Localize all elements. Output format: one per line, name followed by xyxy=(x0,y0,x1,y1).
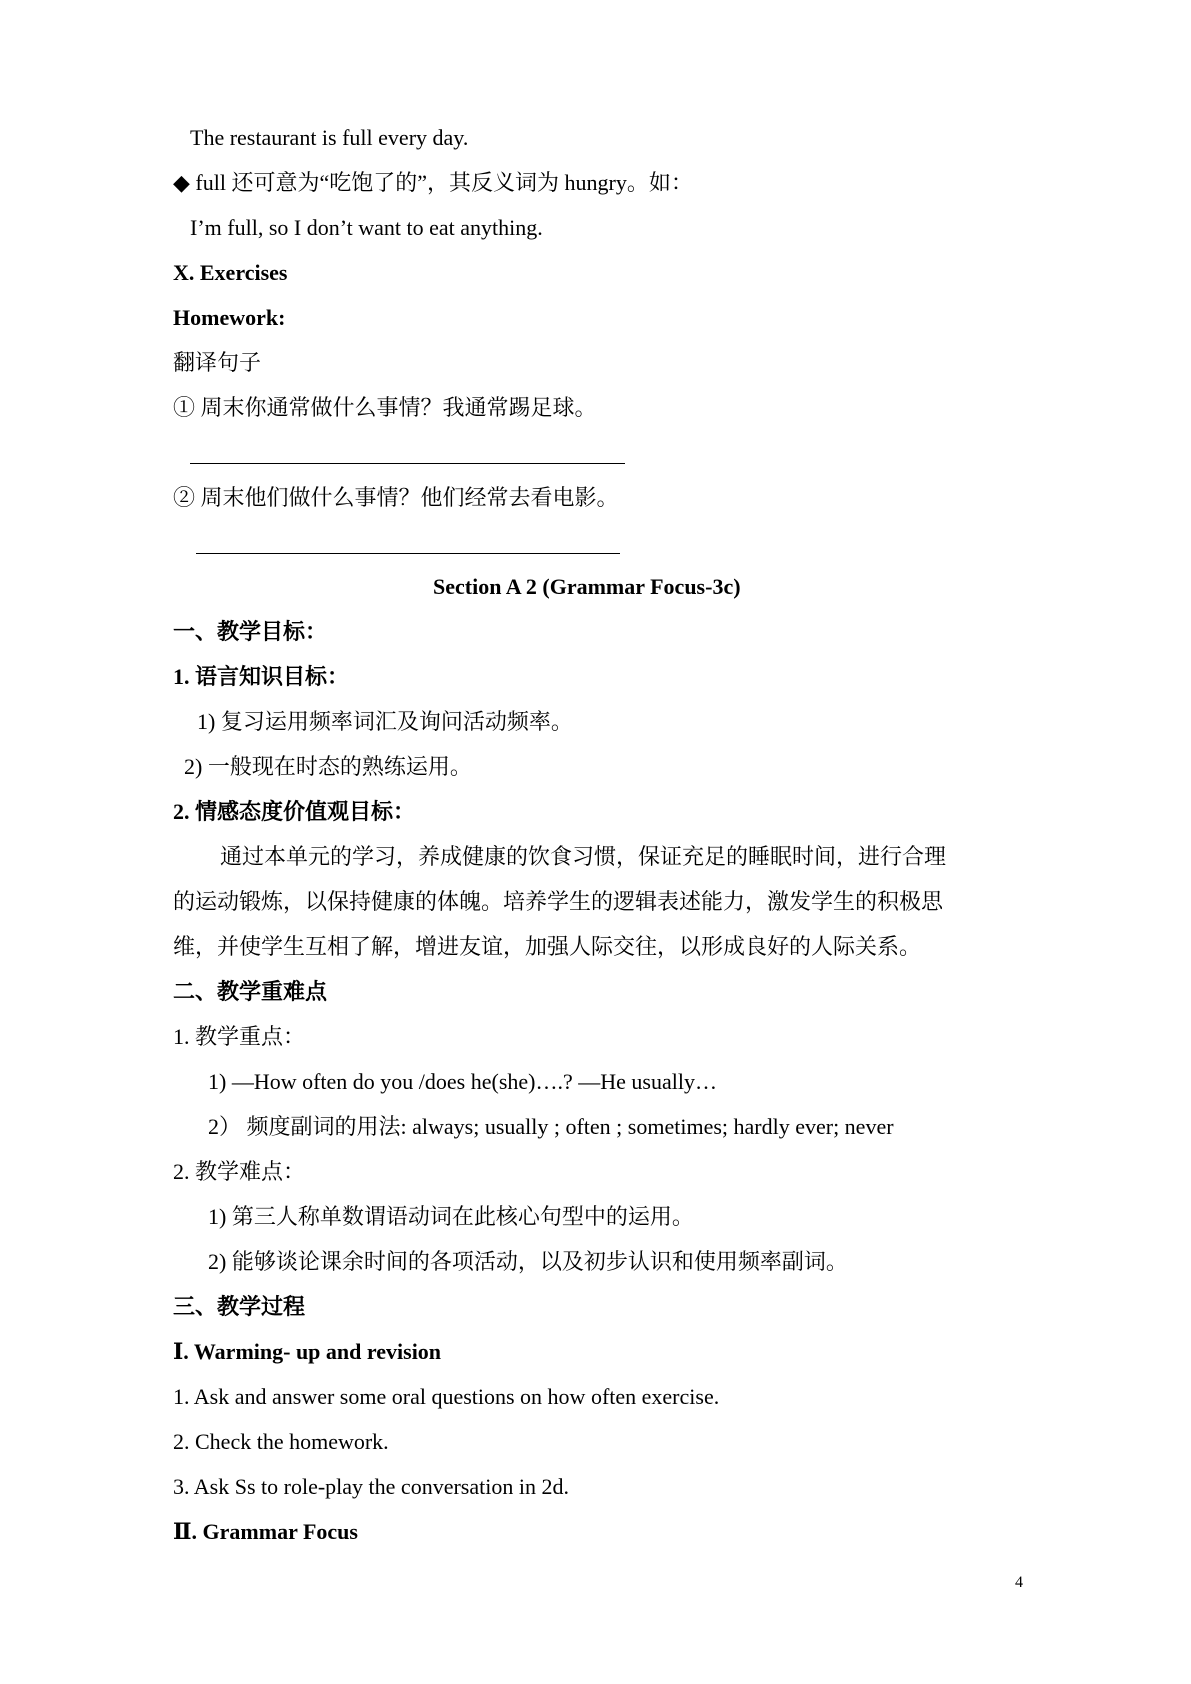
list-item: 2) 能够谈论课余时间的各项活动，以及初步认识和使用频率副词。 xyxy=(208,1249,848,1274)
paragraph-line: 通过本单元的学习，养成健康的饮食习惯，保证充足的睡眠时间，进行合理 xyxy=(220,844,947,869)
subsection-heading: 1. 教学重点： xyxy=(173,1024,306,1049)
subsection-heading: 2. 教学难点： xyxy=(173,1159,306,1184)
example-sentence: I’m full, so I don’t want to eat anything. xyxy=(190,215,543,240)
subsection-heading: 1. 语言知识目标： xyxy=(173,664,350,689)
section-heading: 三、教学过程 xyxy=(173,1294,306,1319)
list-item: 1) —How often do you /does he(she)….? —He usually… xyxy=(208,1069,717,1094)
exercise-item: ① 周末你通常做什么事情？我通常踢足球。 xyxy=(173,395,597,420)
section-heading: X. Exercises xyxy=(173,260,288,285)
section-heading: 二、教学重难点 xyxy=(173,979,328,1004)
list-item: 3. Ask Ss to role-play the conversation in 2d. xyxy=(173,1474,569,1499)
section-heading: Homework: xyxy=(173,305,286,330)
section-title: Section A 2 (Grammar Focus-3c) xyxy=(433,574,741,599)
list-item: 2. Check the homework. xyxy=(173,1429,389,1454)
list-item: 1. Ask and answer some oral questions on how often exercise. xyxy=(173,1384,720,1409)
subsection-heading: 2. 情感态度价值观目标： xyxy=(173,799,416,824)
answer-blank-line xyxy=(190,463,625,464)
usage-note: ◆ full 还可意为“吃饱了的”，其反义词为 hungry。如： xyxy=(173,170,693,195)
list-item: 2） 频度副词的用法: always; usually ; often ; sometimes; hardly ever; never xyxy=(208,1114,894,1139)
page-number: 4 xyxy=(1015,1574,1023,1591)
example-sentence: The restaurant is full every day. xyxy=(190,125,469,150)
instruction-text: 翻译句子 xyxy=(173,350,262,375)
paragraph-line: 维，并使学生互相了解，增进友谊，加强人际交往，以形成良好的人际关系。 xyxy=(173,934,922,959)
list-item: 2) 一般现在时态的熟练运用。 xyxy=(184,754,472,779)
paragraph-line: 的运动锻炼，以保持健康的体魄。培养学生的逻辑表述能力，激发学生的积极思 xyxy=(173,889,944,914)
section-heading: 一、教学目标： xyxy=(173,619,328,644)
list-item: 1) 复习运用频率词汇及询问活动频率。 xyxy=(197,709,573,734)
subsection-heading: Ⅱ. Grammar Focus xyxy=(173,1519,358,1544)
answer-blank-line xyxy=(196,553,620,554)
list-item: 1) 第三人称单数谓语动词在此核心句型中的运用。 xyxy=(208,1204,694,1229)
exercise-item: ② 周末他们做什么事情？他们经常去看电影。 xyxy=(173,485,619,510)
subsection-heading: Ⅰ. Warming- up and revision xyxy=(173,1339,442,1364)
